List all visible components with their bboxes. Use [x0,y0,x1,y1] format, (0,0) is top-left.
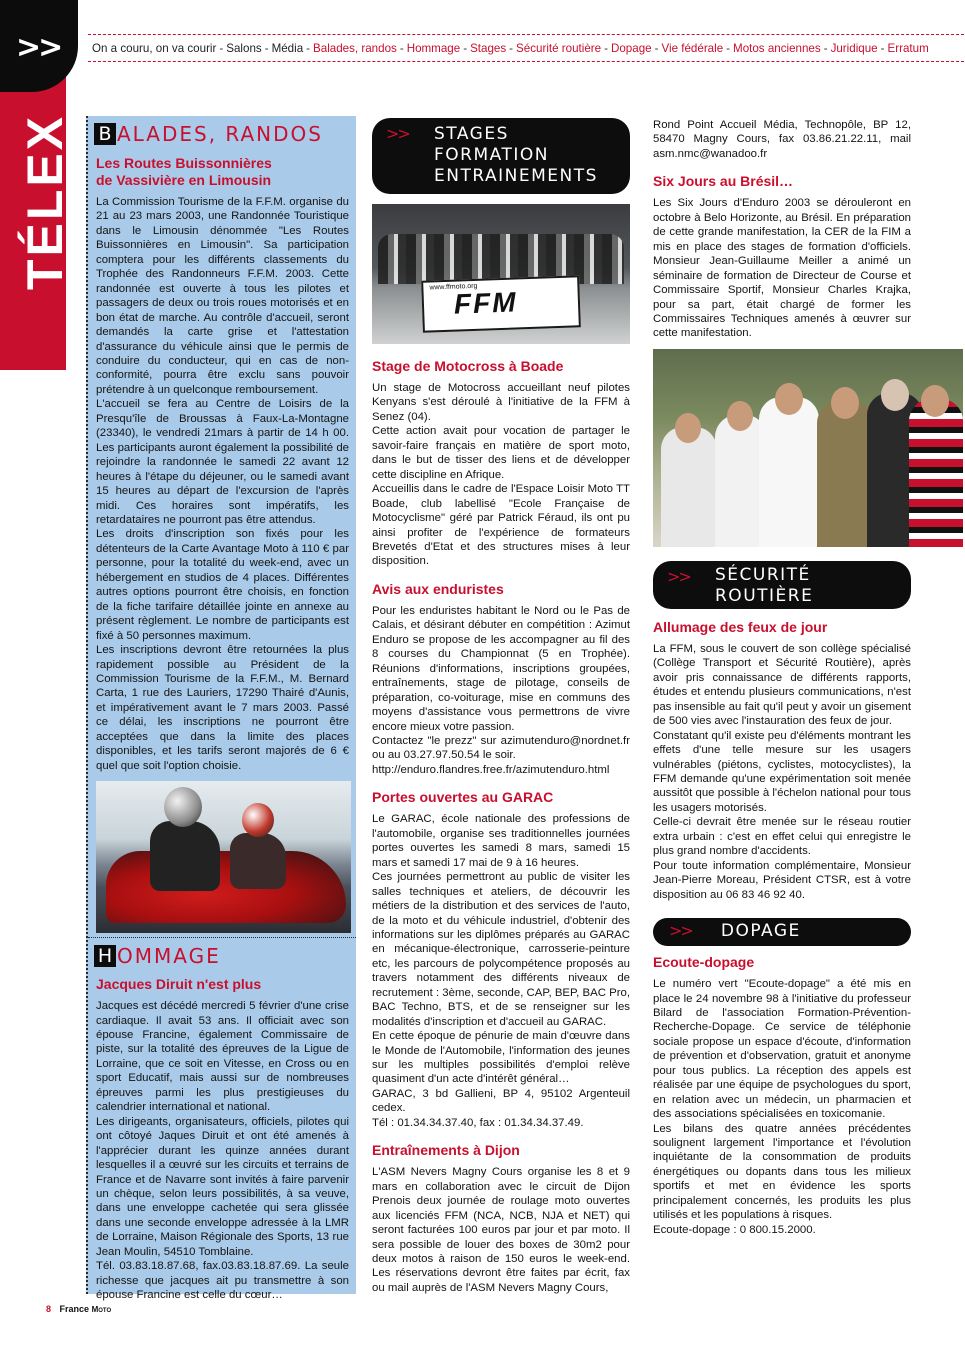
article-title-diruit: Jacques Diruit n'est plus [96,976,262,993]
nav-item[interactable]: Erratum [887,41,929,55]
nav-separator: - [654,41,659,55]
stripe-lines [715,565,813,607]
stripe-line: ROUTIÈRE [715,585,814,606]
section-title-hommage: OMMAGE [117,944,221,969]
nav-item[interactable]: Juridique [830,41,878,55]
nav-item[interactable]: Motos anciennes [733,41,821,55]
person-head-shape [727,401,753,431]
helmet-icon [164,787,202,827]
stripe-heading-securite [653,561,911,609]
paragraph: Les Six Jours d'Enduro 2003 se dérouleront en octobre à Belo Horizonte, au Brésil. En préparation de cette grande manifestation, la CER de la FIM a mis en place des stages de formation d'officiels. Monsieur Jean-Guillaume Meiller a animé un séminaire de formation de Directeur de Course et Commissaire Sportif, Monsieur Charles Krajka, pour sa part, était chargé de former les Commissaires Techniques amenés à œuvrer sur cette manifestation. [653,197,911,340]
paragraph: Cette action avait pour vocation de partager le savoir-faire français en matière de sport moto, dans le but de tisser des liens et de développer cette discipline en Afrique. [372,425,630,481]
motorbike-shape [106,851,346,923]
article-body-ecoute [653,977,911,1237]
chevron-badge [0,0,78,92]
stripe-heading-stages [372,118,630,194]
paragraph: Les inscriptions devront être retournées la plus rapidement possible au Président de la Commission Tourisme de la F.F.M., M. Bernard Carta, 1 rue des Lauriers, 17290 Thairé d'Aunis, et impérativement avant le 7 mars 2003. Passé ce délai, les inscriptions ne pourront être acceptées que dans la limite des places disponibles, et les tarifs seront majorés de 6 € quel que soit l'option choisie. [96,644,349,772]
photo-ffm-group [372,204,630,344]
person-shape [909,399,963,547]
paragraph: En cette époque de pénurie de main d'œuvre dans le Monde de l'Automobile, l'information des jeunes sur les multiples possibilités d'emploi relève quasiment d'un acte d'intérêt général… [372,1030,630,1086]
ffm-banner [421,275,581,332]
article-body [372,1165,630,1295]
paragraph: Ecoute-dopage : 0 800.15.2000. [653,1223,816,1236]
stripe-line: ENTRAINEMENTS [434,166,598,186]
article-title: Avis aux enduristes [372,580,504,597]
left-column [86,116,356,1302]
paragraph: L'ASM Nevers Magny Cours organise les 8 et 9 mars en collaboration avec le circuit de Dijon Prenois deux journée de roulage moto ouvertes aux licenciés FFM (NCA, NCB, NJA et NET) qui seront facturées 100 euros par jour et par moto. Il sera possible de louer des boxes de 30m2 pour deux motos à raison de 150 euros le week-end. Les réservations devront être faites par écrit, fax ou mail auprès de l'ASM Nevers Magny Cours, [372,1166,630,1294]
stripe-heading-dopage [653,918,911,946]
nav-separator: - [880,41,885,55]
paragraph: Le GARAC, école nationale des professions de l'automobile, organise ses traditionnelles journées portes ouvertes les samedi 8 mars, samedi 15 mars et samedi 17 mai de 9 à 16 heures. [372,813,630,869]
paragraph: Jacques est décédé mercredi 5 février d'une crise cardiaque. Il avait 53 ans. Il officiait avec son épouse Francine, également Commissaire de piste, sur la totalité des épreuves de la Ligue de Lorraine, que ce soit en Vitesse, en Cross ou en sport Educatif, mais aussi sur de nombreuses épreuves parmi les plus prestigieuses du calendrier international et national. [96,1000,349,1114]
nav-separator: - [463,41,468,55]
middle-column [372,118,630,1295]
helmet-icon [242,803,274,837]
brand-name: France [59,1304,90,1314]
brand-name-suffix: Moto [91,1305,112,1314]
person-shape [759,397,819,547]
nav-item[interactable]: Média [271,41,304,55]
nav-separator: - [823,41,828,55]
rider-shape [150,821,220,891]
drop-cap-b: B [94,123,116,145]
right-column [653,118,911,1237]
section-title-balades: ALADES, RANDOS [117,122,323,146]
page-number: 8 [46,1304,52,1314]
paragraph: Tél : 01.34.34.37.40, fax : 01.34.34.37.49. [372,1116,584,1129]
nav-item[interactable]: Hommage [406,41,461,55]
paragraph: Constatant qu'il existe peu d'éléments montrant les effets d'une telle mesure sur les usagers vulnérables (piétons, cyclistes, motocyclistes), la FFM demande qu'une expérimentation soit menée aussitôt que possible à l'échelon national pour tous les usagers motorisés. [653,729,911,814]
article-title-feux: Allumage des feux de jour [653,618,828,635]
nav-item[interactable]: Dopage [610,41,652,55]
article-title-ecoute: Ecoute-dopage [653,954,755,971]
photo-motorcyclists [96,781,351,933]
nav-separator: - [399,41,404,55]
person-head-shape [881,379,909,411]
article-title: Entraînements à Dijon [372,1142,520,1159]
paragraph: GARAC, 3 bd Gallieni, BP 4, 95102 Argenteuil cedex. [372,1087,630,1115]
person-head-shape [831,387,859,419]
group-people-shape [378,234,624,284]
paragraph: La Commission Tourisme de la F.F.M. organise du 21 au 23 mars 2003, une Randonnée Touristique dans le Limousin dénommée "Les Routes Buissonnières en Limousin". Sa participation comptera pour les différents classements du Trophée des Randonneurs F.F.M. 2003. Cette randonnée est ouverte à tous les pilotes et passagers de deux ou trois roues motorisés et en bon état de marche. Au contrôle d'accueil, seront demandés la carte grise et l'attestation d'assurance du véhicule ainsi que le permis de conduire du conducteur, qui en cas de non-conformité, pourra être exclu sans pouvoir prétendre à un quelconque remboursement. [96,196,349,396]
article-body-diruit [88,999,356,1303]
paragraph: Tél. 03.83.18.87.68, fax.03.83.18.87.69. La seule richesse que jacques ait pu transmettre à son épouse Francine est celle du cœur… [96,1260,349,1302]
nav-separator: - [604,41,608,55]
paragraph: L'accueil se fera au Centre de Loisirs de la Presqu'île de Broussas à Faux-La-Montagne (23340), le vendredi 21mars à partir de 14 h 00. Les participants auront également la possibilité de rejoindre la randonnée le samedi 22 avant 12 heures à l'étape du déjeuner, ou le samedi avant 15 heures au départ de l'excursion de l'après midi. Ces horaires sont impératifs, les retardataires ne pourront pas être attendus. [96,398,349,526]
nav-item[interactable]: Balades, randos [313,41,397,55]
article-title: Portes ouvertes au GARAC [372,789,554,806]
title-line-1: Les Routes Buissonnières [96,155,272,171]
paragraph: La FFM, sous le couvert de son collège spécialisé (Collège Transport et Sécurité Routière), après avoir pris connaissance de différents rapports, études et entendu plusieurs communications, n'est pas insensible au fait qu'il peut y avoir un gisement de 500 vies avec l'instauration des feux de jour. [653,642,911,728]
stripe-line: DOPAGE [720,921,801,942]
article-body [372,812,630,1130]
photo-officials [653,349,963,547]
stripe-line: STAGES [434,124,509,144]
section-head-hommage [88,938,356,968]
nav-item[interactable]: Stages [470,41,507,55]
article-body-dijon-continued [653,118,911,161]
article-title: Stage de Motocross à Boade [372,358,564,374]
nav-separator: - [726,41,731,55]
double-chevron-icon: >> [386,124,409,143]
drop-cap-h: H [94,945,116,967]
passenger-shape [230,833,286,889]
paragraph: http://enduro.flandres.free.fr/azimutenduro.html [372,763,610,776]
nav-item[interactable]: Salons [226,41,262,55]
paragraph: Les droits d'inscription son fixés pour les détenteurs de la Carte Avantage Moto à 110 € par personne, pour la totalité du week-end, avec un hébergement en studios de 4 places. Différentes autres options pourront être choisis, en fonction de la fiche tarifaire détaillée jointe en annexe au présent règlement. Le nombre de participants est fixé à 50 personnes maximum. [96,528,349,642]
category-nav [88,34,964,62]
paragraph: Les bilans des quatre années précédentes soulignent largement l'importance et l'évolution inquiétante de la consommation de produits énergétiques ou dopants dans tous les milieux sportifs et met en évidence les sports principalement concernés, les produits les plus utilisés et les populations à risques. [653,1122,911,1222]
paragraph: Celle-ci devrait être menée sur le réseau routier extra urbain : c'est en effet celui qui enregistre le plus grand nombre d'accidents. [653,816,911,858]
paragraph: Le numéro vert "Ecoute-dopage" a été mis en place le 24 novembre 98 à l'initiative du professeur Bilard de l'association Formation-Prévention-Recherche-Dopage. Ce service de téléphonie sociale propose un espace d'écoute, d'information de prévention et d'observation, gratuit et anonyme pour tous publics. La réception des appels est réalisée par une équipe de psychologues du sport, en relation avec un médecin, un pharmacien et des associations spécialisées en toxicomanie. [653,978,911,1121]
article-body-bresil [653,196,911,341]
stripe-line: FORMATION [434,145,549,165]
title-line-2: de Vassivière en Limousin [96,172,272,188]
nav-separator: - [264,41,269,55]
nav-item[interactable]: On a couru, on va courir [92,41,217,55]
article-title-routes [96,155,356,189]
page-footer [46,1304,111,1314]
article-title-bresil: Six Jours au Brésil… [653,173,794,190]
person-head-shape [775,383,803,415]
article-body [372,381,630,569]
stripe-lines [434,124,598,187]
double-chevron-icon: >> [669,921,692,941]
middle-articles [372,358,630,1295]
double-chevron-icon: >> [16,30,61,65]
paragraph: Les dirigeants, organisateurs, officiels, pilotes qui ont côtoyé Jaques Diruit et ont été amenés à l'apprécier durant les quinze années durant lesquelles il a œuvré sur les circuits et terrains de France et de Navarre sont invités à faire parvenir un chèque, selon leurs possibilités, à sa veuve, dans une enveloppe cachetée qui sera glissée dans une seconde enveloppe adressée à la LMR de Lorraine, Maison Régionale des Sports, 13 rue Jean Moulin, 54510 Tomblaine. [96,1115,349,1258]
stripe-line: SÉCURITÉ [715,564,811,585]
section-head-balades [88,116,356,146]
paragraph: Rond Point Accueil Média, Technopôle, BP 12, 58470 Magny Cours, fax 03.86.21.22.11, mail asm.nmc@wanadoo.fr [653,119,911,160]
double-chevron-icon: >> [667,566,690,586]
paragraph: Pour toute information complémentaire, Monsieur Jean-Pierre Moreau, Président CTSR, est à votre disposition au 06 83 46 92 40. [653,859,911,901]
nav-separator: - [306,41,311,55]
article-body-feux [653,642,911,902]
nav-separator: - [509,41,514,55]
paragraph: Pour les enduristes habitant le Nord ou le Pas de Calais, et désirant débuter en compétition : Azimut Enduro se propose de les accompagner au fil des 8 courses du Championnat (5 en Trophée). Réunions d'informations, inscriptions groupées, entraînements, stage de pilotage, conseils de préparation, co-voiturage, mise en communs des moyens d'assistance vous permettrons de vivre encore mieux votre passion. [372,604,630,733]
ffm-logo: FFM [453,286,519,320]
section-label-telex: TÉLEX [17,113,73,290]
banner-url: www.ffmoto.org [429,282,478,292]
paragraph: Ces journées permettront au public de visiter les salles techniques et ateliers, de découvrir les métiers de la distribution et des services de l'auto, de la moto et du véhicule industriel, d'obtenir des informations sur les diplômes préparés au GARAC en mécanique-électronique, carrosserie-peinture etc, les parcours de polycompétence proposés au travers notamment des différents niveaux de recrutement : 3ème, seconde, CAP, BEP, BAC Pro, BAC Techno, BTS, et de se renseigner sur les modalités d'inscription et d'accueil au GARAC. [372,871,630,1028]
article-body-routes [88,195,356,773]
nav-item[interactable]: Vie fédérale [661,41,724,55]
person-shape [661,427,717,547]
nav-separator: - [219,41,224,55]
nav-item[interactable]: Sécurité routière [516,41,602,55]
person-head-shape [675,413,701,443]
paragraph: Un stage de Motocross accueillant neuf pilotes Kenyans s'est déroulé à l'initiative de la FFM à Senez (04). [372,382,630,423]
paragraph: Contactez "le prezz" sur azimutenduro@nordnet.fr ou au 03.27.97.50.54 le soir. [372,734,630,762]
person-head-shape [921,385,949,417]
paragraph: Accueillis dans le cadre de l'Espace Loisir Moto TT Boade, club labellisé "Ecole Française de Motocyclisme" géré par Patrick Féraud, ils ont pu ainsi profiter de l'expérience de formateurs Brevetés d'Etat et des structures mises à leur disposition. [372,483,630,568]
article-body [372,604,630,777]
